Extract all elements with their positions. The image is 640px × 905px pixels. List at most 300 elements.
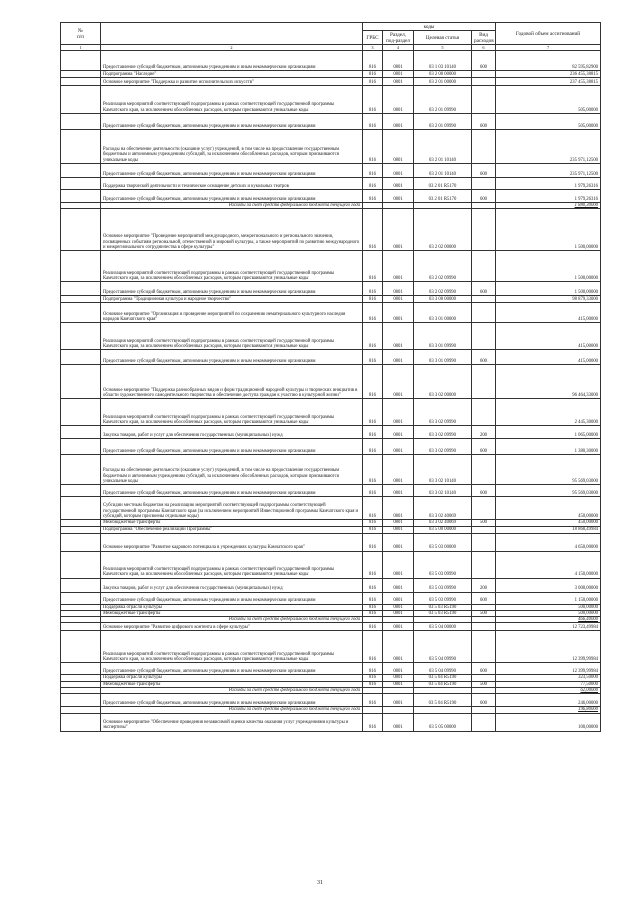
cell-amount: 4 650,00000 [496, 533, 601, 551]
cell-expense-type: 600 [472, 592, 496, 604]
cell-amount: 95 569,03000 [496, 485, 601, 497]
cell-num [61, 694, 101, 707]
header-num-label: № [78, 27, 83, 34]
cell-grbs: 816 [363, 71, 383, 78]
cell-grbs: 816 [363, 485, 383, 497]
cell-target-article: 03 3 02 00000 [414, 365, 472, 399]
cell-expense-type: 600 [472, 51, 496, 71]
cell-num [61, 713, 101, 731]
cell-amount: 1 880,30000 [496, 203, 601, 209]
table-row [61, 114, 601, 130]
cell-razdel: 0801 [383, 485, 414, 497]
cell-name: Закупка товаров, работ и услуг для обеспечения государственных (муниципальных) нужд [101, 426, 363, 439]
cell-name: Предоставление субсидий бюджетным, автономным учреждениям и иным некоммерческим организациям [101, 350, 363, 365]
cell-num [61, 164, 101, 178]
cell-name: Предоставление субсидий бюджетным, автономным учреждениям и иным некоммерческим организациям [101, 592, 363, 604]
cell-name: Реализация мероприятий соответствующей подпрограммы в рамках соответствующей государственной программы Камчатского края, за исключением обособленных расходов, которым присваиваются уникальные коды [101, 399, 363, 426]
cell-num [61, 592, 101, 604]
cell-amount: 237 455,38815 [496, 78, 601, 86]
cell-expense-type: 600 [472, 190, 496, 203]
column-index: 3 [363, 45, 383, 51]
cell-amount: 415,00000 [496, 323, 601, 350]
cell-amount: 1 150,00000 [496, 592, 601, 604]
cell-name: Расходы на обеспечение деятельности (оказание услуг) учреждений, в том числе на предоставление государственным бюджетным и автономным учреждениям субсидий, за исключением обособленных расходов, которым присваиваются уникальные коды [101, 455, 363, 485]
table-row [61, 86, 601, 114]
cell-grbs: 816 [363, 164, 383, 178]
cell-target-article: 03 2 02 09990 [414, 282, 472, 296]
cell-num [61, 663, 101, 675]
cell-amount: 500,00000 [496, 610, 601, 616]
cell-target-article: 03 5 04 09990 [414, 663, 472, 675]
cell-num [61, 631, 101, 663]
cell-expense-type: 600 [472, 485, 496, 497]
cell-num [61, 526, 101, 533]
cell-target-article: 03 5 03 09990 [414, 578, 472, 592]
cell-expense-type [472, 399, 496, 426]
cell-name: Реализация мероприятий соответствующей подпрограммы в рамках соответствующей государственной программы Камчатского края, за исключением обособленных расходов, которым присваиваются уникальные коды [101, 251, 363, 282]
cell-target-article: 03 3 02 40069 [414, 520, 472, 526]
table-row [61, 551, 601, 578]
cell-num [61, 178, 101, 190]
cell-amount: 1 979,26316 [496, 190, 601, 203]
cell-amount: 3 000,00000 [496, 578, 601, 592]
cell-name: Предоставление субсидий бюджетным, автономным учреждениям и иным некоммерческим организациям [101, 694, 363, 707]
cell-num [61, 303, 101, 323]
cell-razdel: 0801 [383, 51, 414, 71]
cell-target-article: 03 3 02 09990 [414, 399, 472, 426]
cell-target-article: 03 2 01 10140 [414, 130, 472, 164]
cell-num [61, 365, 101, 399]
cell-grbs: 816 [363, 439, 383, 455]
cell-target-article: 03 5 03 R5190 [414, 610, 472, 616]
cell-expense-type: 600 [472, 694, 496, 707]
cell-amount: 505,00000 [496, 114, 601, 130]
cell-amount: 2 445,30000 [496, 399, 601, 426]
header-vid: Вид расходов [472, 31, 496, 45]
cell-razdel: 0801 [383, 497, 414, 520]
table-row [61, 323, 601, 350]
cell-grbs: 816 [363, 610, 383, 616]
cell-target-article: 03 5 03 09990 [414, 592, 472, 604]
cell-name: Расходы за счет средств федерального бюджета текущего года [101, 688, 363, 694]
cell-grbs: 816 [363, 497, 383, 520]
cell-amount: 415,00000 [496, 350, 601, 365]
cell-razdel: 0801 [383, 365, 414, 399]
cell-target-article: 03 1 03 10140 [414, 51, 472, 71]
cell-grbs: 816 [363, 282, 383, 296]
cell-amount: 100,00000 [496, 713, 601, 731]
column-index: 1 [61, 45, 101, 51]
cell-target-article: 03 5 05 00000 [414, 713, 472, 731]
cell-razdel: 0801 [383, 178, 414, 190]
cell-target-article: 03 5 00 00000 [414, 526, 472, 533]
cell-name: Основное мероприятие "Поддержка разнообразных видов и форм традиционной народной культуры и творческих инициатив в области художественного самодеятельного творчества и обеспечение доступа граждан к участию в культурной жизни" [101, 365, 363, 399]
cell-num [61, 551, 101, 578]
cell-target-article: 03 2 01 10140 [414, 164, 472, 178]
cell-target-article: 03 5 04 09990 [414, 631, 472, 663]
cell-expense-type [472, 551, 496, 578]
cell-target-article: 03 5 04 R5190 [414, 681, 472, 687]
cell-expense-type [472, 78, 496, 86]
cell-target-article: 03 3 02 10140 [414, 455, 472, 485]
cell-razdel: 0801 [383, 694, 414, 707]
cell-name: Предоставление субсидий бюджетным, автономным учреждениям и иным некоммерческим организациям [101, 51, 363, 71]
cell-razdel: 0801 [383, 578, 414, 592]
cell-target-article: 03 3 01 09990 [414, 323, 472, 350]
cell-amount: 12 723,49984 [496, 623, 601, 631]
cell-razdel: 0801 [383, 681, 414, 687]
cell-num [61, 455, 101, 485]
cell-amount: 235 971,12500 [496, 164, 601, 178]
cell-amount: 450,00000 [496, 520, 601, 526]
cell-name: Подпрограмма "Наследие" [101, 71, 363, 78]
cell-grbs: 816 [363, 130, 383, 164]
cell-amount: 82 595,82900 [496, 51, 601, 71]
table-row [61, 190, 601, 203]
cell-grbs: 816 [363, 114, 383, 130]
cell-expense-type [472, 251, 496, 282]
cell-expense-type [472, 323, 496, 350]
cell-target-article: 03 2 00 00000 [414, 71, 472, 78]
cell-name: Предоставление субсидий бюджетным, автономным учреждениям и иным некоммерческим организациям [101, 282, 363, 296]
cell-num [61, 282, 101, 296]
cell-razdel: 0801 [383, 623, 414, 631]
cell-grbs: 816 [363, 399, 383, 426]
table-row [61, 631, 601, 663]
cell-grbs: 816 [363, 426, 383, 439]
cell-razdel: 0801 [383, 190, 414, 203]
cell-num [61, 130, 101, 164]
cell-target-article: 03 5 03 00000 [414, 533, 472, 551]
cell-razdel: 0801 [383, 631, 414, 663]
cell-num [61, 350, 101, 365]
budget-sheet [60, 22, 600, 732]
table-row [61, 623, 601, 631]
cell-grbs: 816 [363, 578, 383, 592]
cell-razdel: 0801 [383, 78, 414, 86]
cell-num [61, 426, 101, 439]
cell-amount: 12 399,99984 [496, 663, 601, 675]
column-index: 7 [496, 45, 601, 51]
cell-name: Расходы за счет средств федерального бюджета текущего года [101, 203, 363, 209]
cell-razdel: 0801 [383, 551, 414, 578]
cell-num [61, 578, 101, 592]
cell-expense-type: 500 [472, 681, 496, 687]
cell-amount: 450,00000 [496, 497, 601, 520]
cell-grbs: 816 [363, 455, 383, 485]
cell-grbs: 816 [363, 296, 383, 303]
cell-num [61, 296, 101, 303]
cell-razdel: 0801 [383, 399, 414, 426]
cell-amount: 505,00000 [496, 86, 601, 114]
cell-amount: 12 399,99984 [496, 631, 601, 663]
table-row [61, 455, 601, 485]
cell-target-article: 03 3 00 00000 [414, 296, 472, 303]
cell-expense-type: 600 [472, 164, 496, 178]
table-row [61, 71, 601, 78]
cell-amount: 1 380,30000 [496, 439, 601, 455]
cell-amount: 18 868,49984 [496, 526, 601, 533]
table-row [61, 209, 601, 251]
cell-expense-type [472, 623, 496, 631]
cell-name: Реализация мероприятий соответствующей подпрограммы в рамках соответствующей государственной программы Камчатского края, за исключением обособленных расходов, которым присваиваются уникальные коды [101, 631, 363, 663]
cell-expense-type [472, 71, 496, 78]
cell-grbs: 816 [363, 694, 383, 707]
cell-name: Подпрограмма "Обеспечение реализации Программы" [101, 526, 363, 533]
table-row [61, 713, 601, 731]
cell-razdel: 0801 [383, 323, 414, 350]
cell-num [61, 623, 101, 631]
cell-razdel: 0801 [383, 533, 414, 551]
cell-razdel: 0801 [383, 426, 414, 439]
cell-amount: 323,50000 [496, 675, 601, 681]
cell-grbs: 816 [363, 663, 383, 675]
cell-amount: 466,40000 [496, 617, 601, 623]
cell-name: Расходы за счет средств федерального бюджета текущего года [101, 707, 363, 713]
cell-name: Предоставление субсидий бюджетным, автономным учреждениям и иным некоммерческим организациям [101, 663, 363, 675]
cell-razdel: 0801 [383, 350, 414, 365]
cell-expense-type [472, 303, 496, 323]
cell-razdel: 0801 [383, 663, 414, 675]
cell-amount: 1 065,00000 [496, 426, 601, 439]
table-row [61, 303, 601, 323]
table-row [61, 365, 601, 399]
cell-razdel: 0801 [383, 251, 414, 282]
table-row [61, 178, 601, 190]
cell-num [61, 533, 101, 551]
table-row [61, 439, 601, 455]
cell-amount: 235 971,12500 [496, 130, 601, 164]
table-row [61, 251, 601, 282]
cell-amount: 4 150,00000 [496, 551, 601, 578]
header-sum: Годовой объем ассигнований [496, 23, 601, 45]
cell-expense-type [472, 497, 496, 520]
cell-amount: 236 455,38815 [496, 71, 601, 78]
header-stat: Целевая статья [414, 31, 472, 45]
cell-num [61, 114, 101, 130]
cell-target-article: 03 2 01 00000 [414, 78, 472, 86]
cell-name: Основное мероприятие "Развитие цифрового контента в сфере культуры" [101, 623, 363, 631]
table-row [61, 282, 601, 296]
cell-num [61, 71, 101, 78]
cell-amount: 1 500,00000 [496, 251, 601, 282]
cell-amount: 415,00000 [496, 303, 601, 323]
cell-name: Расходы на обеспечение деятельности (оказание услуг) учреждений, в том числе на предоставление государственным бюджетным и автономным учреждениям субсидий, за исключением обособленных расходов, которым присваиваются уникальные коды [101, 130, 363, 164]
cell-grbs: 816 [363, 178, 383, 190]
cell-grbs: 816 [363, 251, 383, 282]
cell-target-article: 03 5 03 R5190 [414, 604, 472, 610]
cell-razdel: 0801 [383, 455, 414, 485]
cell-target-article: 03 3 01 09990 [414, 350, 472, 365]
table-row [61, 694, 601, 707]
cell-grbs: 816 [363, 623, 383, 631]
cell-num [61, 51, 101, 71]
cell-razdel: 0801 [383, 520, 414, 526]
cell-grbs: 816 [363, 323, 383, 350]
cell-grbs: 816 [363, 631, 383, 663]
table-row [61, 350, 601, 365]
cell-grbs: 816 [363, 365, 383, 399]
cell-expense-type [472, 455, 496, 485]
cell-target-article: 03 2 02 00000 [414, 209, 472, 251]
table-row [61, 592, 601, 604]
cell-razdel: 0801 [383, 164, 414, 178]
cell-expense-type [472, 365, 496, 399]
table-row [61, 663, 601, 675]
cell-expense-type: 600 [472, 114, 496, 130]
cell-name: Поддержка отрасли культуры [101, 604, 363, 610]
cell-razdel: 0801 [383, 592, 414, 604]
cell-razdel: 0801 [383, 130, 414, 164]
cell-name: Межбюджетные трансферты [101, 681, 363, 687]
cell-amount: 98 879,33000 [496, 296, 601, 303]
cell-razdel: 0801 [383, 675, 414, 681]
cell-num [61, 209, 101, 251]
cell-amount: 500,00000 [496, 604, 601, 610]
cell-expense-type [472, 533, 496, 551]
cell-grbs: 816 [363, 681, 383, 687]
cell-razdel: 0801 [383, 610, 414, 616]
cell-name: Основное мероприятие "Развитие кадрового потенциала в учреждениях культуры Камчатского края" [101, 533, 363, 551]
cell-num [61, 439, 101, 455]
cell-num [61, 399, 101, 426]
budget-table [60, 22, 601, 732]
cell-name: Поддержка отрасли культуры [101, 675, 363, 681]
cell-name: Поддержка творческой деятельности и техническое оснащение детских и кукольных театров [101, 178, 363, 190]
table-row [61, 164, 601, 178]
cell-razdel: 0801 [383, 296, 414, 303]
cell-name: Реализация мероприятий соответствующей подпрограммы в рамках соответствующей государственной программы Камчатского края, за исключением обособленных расходов, которым присваиваются уникальные коды [101, 86, 363, 114]
table-row [61, 78, 601, 86]
table-row [61, 526, 601, 533]
header-num-sub: п/п [77, 33, 84, 40]
table-row [61, 497, 601, 520]
cell-grbs: 816 [363, 551, 383, 578]
cell-name: Основное мероприятие "Проведение мероприятий международного, межрегионального и регионального значения, посвященных событиям региональной, отечественной и мировой культуры, а также мероприятий по развитию международного и межрегионального сотрудничества в сфере культуры" [101, 209, 363, 251]
cell-expense-type [472, 713, 496, 731]
cell-expense-type: 200 [472, 426, 496, 439]
cell-name: Предоставление субсидий бюджетным, автономным учреждениям и иным некоммерческим организациям [101, 164, 363, 178]
cell-expense-type: 600 [472, 663, 496, 675]
cell-expense-type [472, 526, 496, 533]
cell-name: Реализация мероприятий соответствующей подпрограммы в рамках соответствующей государственной программы Камчатского края, за исключением обособленных расходов, которым присваиваются уникальные коды [101, 323, 363, 350]
cell-razdel: 0801 [383, 526, 414, 533]
cell-num [61, 86, 101, 114]
cell-razdel: 0801 [383, 604, 414, 610]
cell-target-article: 03 5 04 00000 [414, 623, 472, 631]
cell-razdel: 0801 [383, 86, 414, 114]
cell-razdel: 0801 [383, 282, 414, 296]
cell-razdel: 0801 [383, 439, 414, 455]
cell-target-article: 03 3 02 09990 [414, 426, 472, 439]
cell-target-article: 03 2 01 09990 [414, 114, 472, 130]
table-row [61, 51, 601, 71]
table-row [61, 533, 601, 551]
cell-grbs: 816 [363, 78, 383, 86]
cell-name: Субсидии местным бюджетам на реализацию мероприятий соответствующей подпрограммы соответствующей государственной программы Камчатского края (за исключением мероприятий Инвестиционной программы Камчатского края и субсидий, которым присвоены отдельные коды) [101, 497, 363, 520]
cell-target-article: 03 3 02 09990 [414, 439, 472, 455]
cell-amount: 1 500,00000 [496, 282, 601, 296]
cell-name: Предоставление субсидий бюджетным, автономным учреждениям и иным некоммерческим организациям [101, 439, 363, 455]
cell-grbs: 816 [363, 604, 383, 610]
cell-num [61, 323, 101, 350]
cell-target-article: 03 2 01 R5170 [414, 190, 472, 203]
cell-num [61, 78, 101, 86]
cell-expense-type [472, 209, 496, 251]
cell-grbs: 816 [363, 209, 383, 251]
cell-name: Основное мероприятие "Поддержка и развитие исполнительских искусств" [101, 78, 363, 86]
cell-grbs: 816 [363, 520, 383, 526]
cell-expense-type: 600 [472, 439, 496, 455]
cell-expense-type [472, 86, 496, 114]
column-index: 2 [101, 45, 363, 51]
cell-grbs: 816 [363, 303, 383, 323]
cell-target-article: 03 3 02 40069 [414, 497, 472, 520]
cell-grbs: 816 [363, 190, 383, 203]
table-row [61, 578, 601, 592]
table-row [61, 426, 601, 439]
cell-grbs: 816 [363, 592, 383, 604]
cell-name: Реализация мероприятий соответствующей подпрограммы в рамках соответствующей государственной программы Камчатского края, за исключением обособленных расходов, которым присваиваются уникальные коды [101, 551, 363, 578]
cell-amount: 95 569,03000 [496, 455, 601, 485]
table-row [61, 485, 601, 497]
cell-num [61, 251, 101, 282]
cell-razdel: 0801 [383, 209, 414, 251]
cell-razdel: 0801 [383, 303, 414, 323]
cell-amount: 196,80000 [496, 707, 601, 713]
cell-expense-type [472, 296, 496, 303]
cell-name: Основное мероприятие "Организация и проведение мероприятий по сохранению нематериального культурного наследия народов Камчатского края" [101, 303, 363, 323]
cell-expense-type: 200 [472, 578, 496, 592]
cell-grbs: 816 [363, 86, 383, 114]
column-index: 6 [472, 45, 496, 51]
table-row [61, 296, 601, 303]
cell-grbs: 816 [363, 533, 383, 551]
cell-amount: 77,50000 [496, 681, 601, 687]
table-row [61, 399, 601, 426]
cell-target-article: 03 5 03 09990 [414, 551, 472, 578]
cell-name: Закупка товаров, работ и услуг для обеспечения государственных (муниципальных) нужд [101, 578, 363, 592]
cell-amount: 62,00000 [496, 688, 601, 694]
table-header [61, 23, 601, 51]
cell-expense-type: 500 [472, 520, 496, 526]
cell-amount: 1 500,00000 [496, 209, 601, 251]
header-grbs: ГРБС [363, 31, 383, 45]
cell-num [61, 497, 101, 520]
cell-expense-type [472, 178, 496, 190]
column-index: 5 [414, 45, 472, 51]
table-body [61, 51, 601, 732]
cell-name: Межбюджетные трансферты [101, 520, 363, 526]
cell-expense-type [472, 130, 496, 164]
cell-grbs: 816 [363, 51, 383, 71]
cell-target-article: 03 5 04 R5190 [414, 675, 472, 681]
cell-grbs: 816 [363, 526, 383, 533]
table-row [61, 130, 601, 164]
cell-grbs: 816 [363, 675, 383, 681]
cell-amount: 246,00000 [496, 694, 601, 707]
cell-expense-type [472, 631, 496, 663]
cell-target-article: 03 2 01 R5170 [414, 178, 472, 190]
cell-grbs: 816 [363, 350, 383, 365]
cell-name: Предоставление субсидий бюджетным, автономным учреждениям и иным некоммерческим организациям [101, 114, 363, 130]
cell-razdel: 0801 [383, 114, 414, 130]
cell-name: Подпрограмма "Традиционная культура и народное творчество" [101, 296, 363, 303]
cell-target-article: 03 5 04 R5190 [414, 694, 472, 707]
cell-amount: 96 464,33000 [496, 365, 601, 399]
cell-expense-type: 600 [472, 350, 496, 365]
page-number: 31 [317, 880, 323, 886]
